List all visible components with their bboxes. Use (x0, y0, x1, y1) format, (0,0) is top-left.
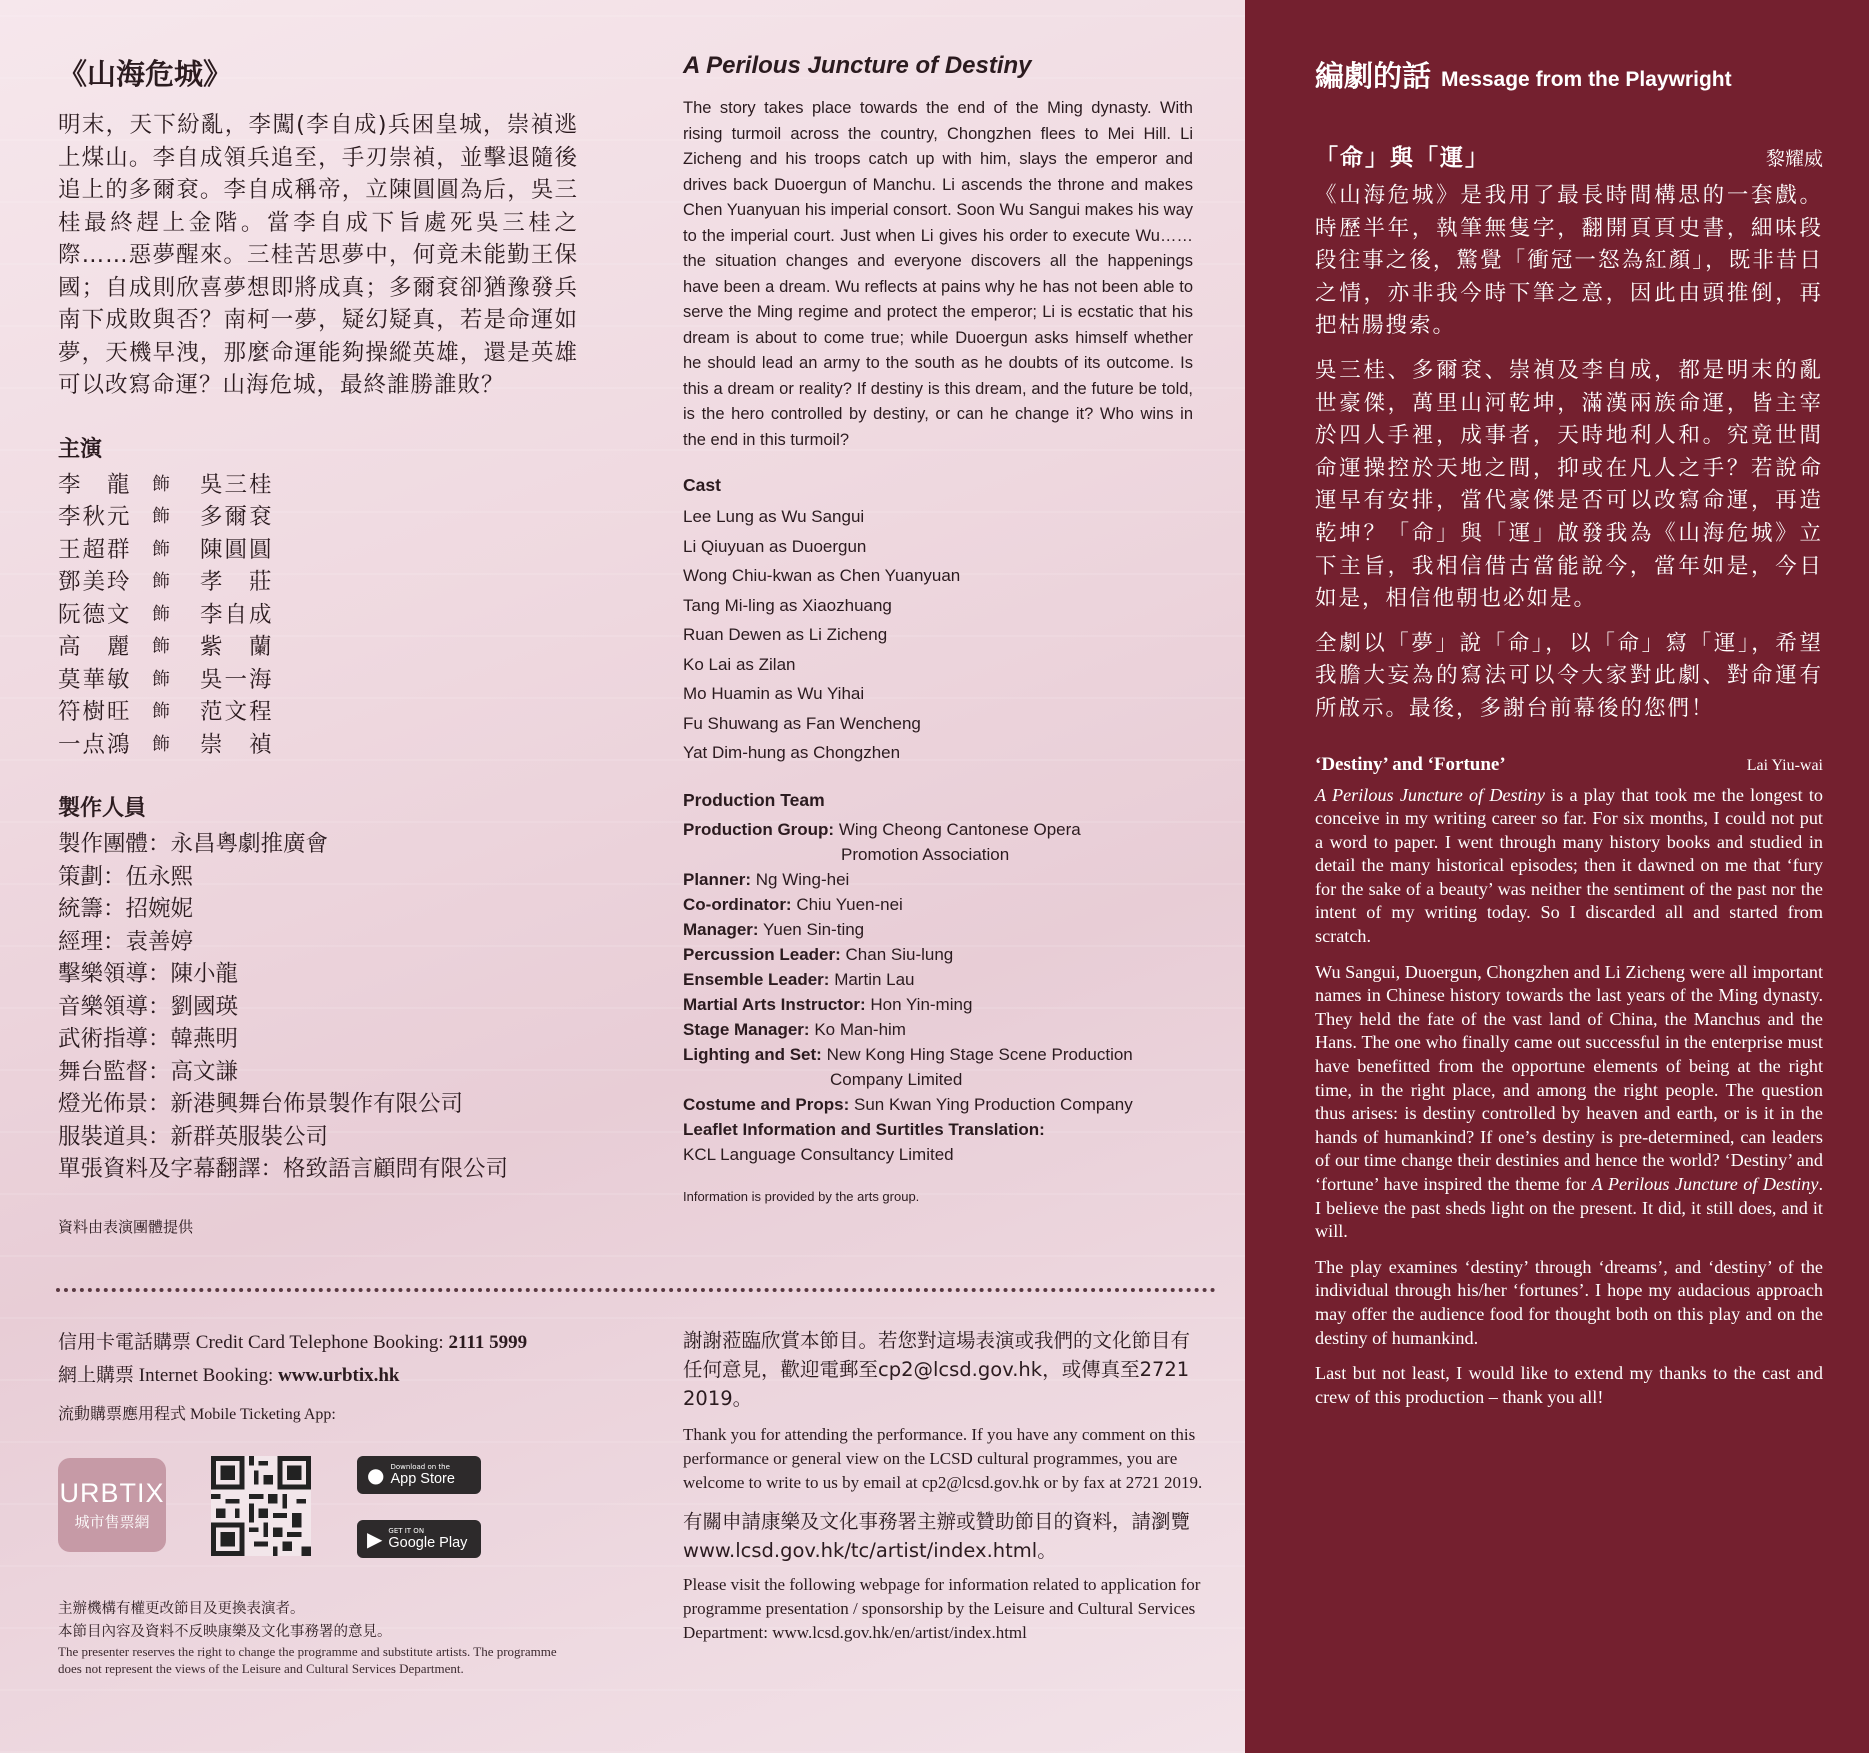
cn-team-row: 音樂領導：劉國瑛 (58, 993, 239, 1020)
cn-team-row: 舞台監督：高文謙 (58, 1058, 239, 1085)
cn-cast-row (58, 501, 578, 534)
role-name: 陳圓圓 (200, 536, 274, 563)
actor-name: 高 麗 (58, 634, 132, 660)
en-cast-row (683, 620, 1193, 650)
message-sub-en: ‘Destiny’ and ‘Fortune’ Lai Yiu-wai (1315, 753, 1823, 775)
actor-name: 阮德文 (58, 601, 132, 628)
cn-cast-heading: 主演 (58, 436, 103, 462)
cn-team-row: 武術指導：韓燕明 (58, 1026, 239, 1052)
author-cn: 黎耀威 (1765, 148, 1823, 170)
cn-info-note: 資料由表演團體提供 (58, 1217, 194, 1236)
cn-team-heading: 製作人員 (58, 796, 147, 821)
actor-name: 李 龍 (58, 471, 132, 498)
role-name: 崇 禎 (200, 731, 274, 758)
mobile-app-label: 流動購票應用程式 Mobile Ticketing App: (58, 1406, 336, 1423)
as-word: as (779, 595, 798, 615)
team-costume: Costume and Props: Sun Kwan Ying Production Company (683, 1094, 1133, 1114)
role-name: 紫 蘭 (200, 634, 274, 660)
app-store-badge[interactable]: ● Download on the App Store (357, 1456, 481, 1494)
message-en-para: A Perilous Juncture of Destiny is a play that took me the longest to conceive in my writing career so far. For six months, I could not put a word to paper. I went through many history books and studied in detail the many historical episodes; then it dawned on me that ‘fury for the sake of a beauty’ was neither the sentiment of the past nor the intent of my writing today. So I discarded all and started from scratch. (1315, 784, 1824, 947)
as-word: 飾 (152, 733, 170, 755)
role-name: Zilan (758, 654, 796, 674)
as-word: 飾 (152, 571, 170, 592)
qr-code[interactable] (210, 1456, 312, 1556)
cn-cast-row (58, 631, 578, 664)
team-percussion: Percussion Leader: Chan Siu-lung (683, 944, 954, 964)
role-name: Xiaozhuang (802, 595, 892, 615)
en-team-heading: Production Team (683, 789, 825, 810)
team-production-group: Production Group: Wing Cheong Cantonese Opera (683, 819, 1081, 839)
cn-cast-row (58, 696, 578, 729)
en-info-note: Information is provided by the arts group. (683, 1188, 920, 1204)
actor-name: 一点鴻 (58, 731, 132, 758)
cn-cast-row (58, 469, 578, 502)
role-name: 多爾袞 (200, 504, 274, 530)
message-cn-para: 《山海危城》是我用了最長時間構思的一套戲。時歷半年，執筆無隻字，翻開頁頁史書，細味段段往事之後，驚覺「衝冠一怒為紅顏」，既非昔日之情，亦非我今時下筆之意，因此由頭推倒，再把枯腸搜索。 (1315, 183, 1823, 339)
google-play-badge[interactable]: ▶ GET IT ON Google Play (357, 1520, 481, 1558)
en-team-list (683, 817, 1193, 1167)
message-sub-cn: 「命」與「運」 黎耀威 (1315, 144, 1823, 171)
as-word: 飾 (152, 603, 170, 625)
team-martial-arts: Martial Arts Instructor: Hon Yin-ming (683, 994, 973, 1014)
role-name: Fan Wencheng (805, 713, 921, 733)
internet-booking: 網上購票 Internet Booking: www.urbtix.hk (58, 1365, 400, 1386)
en-cast-row (683, 738, 1193, 768)
urbtix-logo: URBTIX 城市售票網 (58, 1458, 166, 1552)
en-cast-row (683, 591, 1193, 621)
english-column (683, 52, 1193, 1204)
message-en-para: Last but not least, I would like to extend my thanks to the cast and crew of this production – thank you all! (1315, 1363, 1823, 1407)
cn-team-row: 策劃：伍永熙 (58, 863, 194, 890)
cn-team-list (58, 828, 578, 1186)
role-name: Chen Yuanyuan (839, 566, 961, 585)
actor-name: Li Qiuyuan (683, 536, 765, 556)
role-name: Duoergun (791, 536, 867, 556)
cn-cast-row (58, 566, 578, 599)
as-word: as (783, 713, 802, 733)
artist-info-cn: 有關申請康樂及文化事務署主辦或贊助節目的資料，請瀏覽 www.lcsd.gov.hk/tc/artist/index.html。 (683, 1510, 1191, 1562)
message-en-para: Wu Sangui, Duoergun, Chongzhen and Li Zicheng were all important names in Chinese history towards the last years of the Ming dynasty. They held the fate of the vast land of China, the Manchus and the Hans. The one who finally came out successful in the enterprise must have benefitted from the opportune elements of being at the right time, in the right place, and among the right people. The question thus arises: is destiny controlled by heaven and earth, or is it in the hands of humankind? If one’s destiny is pre-determined, can leaders of our time change their destinies and hence the world? ‘Destiny’ and ‘fortune’ have inspired the theme for A Perilous Juncture of Destiny. I believe the past sheds light on the present. It did, it still does, and it will. (1315, 961, 1823, 1242)
actor-name: Lee Lung (683, 507, 754, 526)
en-cast-list (683, 502, 1193, 768)
actor-name: Fu Shuwang (683, 713, 779, 733)
message-cn-para: 全劇以「夢」說「命」，以「命」寫「運」，希望我膽大妄為的寫法可以令大家對此劇、對命運有所啟示。最後，多謝台前幕後的您們！ (1315, 630, 1823, 721)
role-name: 吳三桂 (200, 471, 274, 498)
chinese-column (58, 52, 578, 1237)
en-cast-row (683, 709, 1193, 739)
actor-name: 符樹旺 (58, 699, 132, 725)
actor-name: 鄧美玲 (58, 569, 132, 595)
booking-url[interactable]: www.urbtix.hk (278, 1365, 400, 1386)
thanks-cn: 謝謝蒞臨欣賞本節目。若您對這場表演或我們的文化節目有任何意見，歡迎電郵至cp2@lcsd.gov.hk，或傳真至2721 2019。 (683, 1329, 1191, 1410)
cn-team-row: 燈光佈景：新港興舞台佈景製作有限公司 (58, 1091, 464, 1117)
cn-synopsis: 明末，天下紛亂，李闖(李自成)兵困皇城，崇禎逃上煤山。李自成領兵追至，手刃崇禎，並擊退隨後追上的多爾袞。李自成稱帝，立陳圓圓為后，吳三桂最終趕上金階。當李自成下旨處死吳三桂之際……惡夢醒來。三桂苦思夢中，何竟未能勤王保國；自成則欣喜夢想即將成真；多爾袞卻猶豫發兵南下成敗與否？南柯一夢，疑幻疑真，若是命運如夢，天機早洩，那麼命運能夠操縱英雄，還是英雄可以改寫命運？山海危城，最終誰勝誰敗？ (58, 112, 578, 398)
credit-card-booking: 信用卡電話購票 Credit Card Telephone Booking: 2111 5999 (58, 1332, 528, 1353)
team-production-group-cont: Promotion Association (841, 844, 1010, 864)
en-cast-heading: Cast (683, 475, 721, 495)
actor-name: Ko Lai (683, 654, 732, 674)
actor-name: Ruan Dewen (683, 625, 782, 644)
booking-phone: 2111 5999 (448, 1332, 528, 1353)
message-en-para: The play examines ‘destiny’ through ‘dreams’, and ‘destiny’ of the individual through his/her ‘fortunes’. I hope my audacious approach may offer the audience food for thought both on this play and on the destiny of humankind. (1315, 1256, 1823, 1348)
as-word: 飾 (152, 636, 170, 657)
as-word: 飾 (152, 506, 170, 527)
as-word: as (786, 625, 804, 644)
cn-team-row: 單張資料及字幕翻譯：格致語言顧問有限公司 (58, 1156, 509, 1182)
en-synopsis: The story takes place towards the end of the Ming dynasty. With rising turmoil across the country, Chongzhen flees to Mei Hill. Li Zicheng and his troops catch up with him, slays the emperor and drives back Duoergun of Manchu. Li ascends the throne and makes Chen Yuanyuan his imperial consort. Soon Wu Sangui makes his way to the imperial court. Just when Li gives his order to execute Wu…… the situation changes and everyone discovers all the happenings have been a dream. Wu reflects at pains why he has not been able to serve the Ming regime and protect the emperor; Li is ecstatic that his dream is about to come true; while Duoergun asks himself whether he should lead an army to the south as he doubts of its outcome. Is this a dream or reality? If destiny is this dream, and the future be told, is the hero controlled by destiny, or can he change it? Who wins in the end in this turmoil? (683, 99, 1193, 449)
role-name: Wu Yihai (797, 684, 865, 703)
role-name: Li Zicheng (808, 625, 888, 644)
thanks-section (683, 1326, 1203, 1645)
playwright-message (1315, 54, 1823, 1421)
actor-name: 王超群 (58, 536, 132, 563)
cn-team-row: 統籌：招婉妮 (58, 896, 194, 922)
as-word: 飾 (152, 473, 170, 495)
as-word: as (790, 743, 809, 762)
actor-name: Wong Chiu-kwan (683, 566, 813, 585)
en-cast-row (683, 650, 1193, 680)
actor-name: 李秋元 (58, 504, 132, 530)
cn-cast-row (58, 729, 578, 762)
team-lighting: Lighting and Set: New Kong Hing Stage Scene Production (683, 1044, 1133, 1064)
team-planner: Planner: Ng Wing-hei (683, 869, 850, 889)
en-cast-row (683, 561, 1193, 591)
role-name: 孝 莊 (200, 569, 274, 595)
cn-cast-list (58, 469, 578, 762)
as-word: as (816, 566, 835, 585)
cn-cast-row (58, 599, 578, 632)
role-name: 吳一海 (200, 666, 274, 693)
as-word: 飾 (152, 668, 170, 690)
role-name: 范文程 (200, 699, 274, 725)
en-cast-row (683, 532, 1193, 562)
booking-section (58, 1326, 598, 1431)
cn-title: 《山海危城》 (58, 57, 233, 91)
en-cast-row (683, 679, 1193, 709)
cn-cast-row (58, 534, 578, 567)
actor-name: Tang Mi-ling (683, 595, 775, 615)
cn-team-row: 經理：袁善婷 (58, 928, 194, 955)
as-word: as (735, 654, 754, 674)
cn-team-row: 製作團體：永昌粵劇推廣會 (58, 831, 329, 857)
as-word: as (769, 536, 787, 556)
team-stage-manager: Stage Manager: Ko Man-him (683, 1019, 906, 1039)
role-name: Chongzhen (813, 743, 901, 762)
artist-info-en: Please visit the following webpage for information related to application for programme presentation / sponsorship by the Leisure and Cultural Services Department: www.lcsd.gov.hk/en/artist/index.html (683, 1575, 1201, 1642)
message-cn-para: 吳三桂、多爾袞、崇禎及李自成，都是明末的亂世豪傑，萬里山河乾坤，滿漢兩族命運，皆主宰於四人手裡，成事者，天時地利人和。究竟世間命運操控於天地之間，抑或在凡人之手？若說命運早有安排，當代豪傑是否可以改寫命運，再造乾坤？「命」與「運」啟發我為《山海危城》立下主旨，我相信借古當能說今，當年如是，今日如是，相信他朝也必如是。 (1315, 357, 1823, 612)
cn-team-row: 服裝道具：新群英服裝公司 (58, 1123, 329, 1150)
team-ensemble: Ensemble Leader: Martin Lau (683, 969, 915, 989)
en-title: A Perilous Juncture of Destiny (683, 52, 1032, 79)
thanks-en: Thank you for attending the performance. If you have any comment on this performance or general view on the LCSD cultural programmes, you are welcome to write to us by email at cp2@lcsd.gov.hk or by fax at 2721 2019. (683, 1425, 1203, 1492)
as-word: 飾 (152, 538, 170, 560)
play-icon: ▶ (367, 1527, 383, 1551)
team-manager: Manager: Yuen Sin-ting (683, 919, 865, 939)
as-word: as (758, 507, 777, 526)
as-word: 飾 (152, 701, 170, 722)
actor-name: Yat Dim-hung (683, 743, 786, 762)
team-coordinator: Co-ordinator: Chiu Yuen-nei (683, 894, 903, 914)
cn-cast-row (58, 664, 578, 697)
team-leaflet: Leaflet Information and Surtitles Translation: (683, 1119, 1045, 1139)
en-cast-row (683, 502, 1193, 532)
role-name: Wu Sangui (781, 507, 865, 526)
dotted-divider (56, 1288, 1216, 1292)
actor-name: Mo Huamin (683, 684, 770, 703)
actor-name: 莫華敏 (58, 666, 132, 693)
message-heading: 編劇的話 Message from the Playwright (1315, 59, 1732, 93)
author-en: Lai Yiu-wai (1746, 756, 1823, 774)
disclaimer: 主辦機構有權更改節目及更換表演者。 本節目內容及資料不反映康樂及文化事務署的意見。 The presenter reserves the right to change the programme and substitute artists. The programme does not represent the views of the Leisure and Cultural Services Department. (58, 1601, 557, 1676)
cn-team-row: 擊樂領導：陳小龍 (58, 961, 239, 987)
team-leaflet-value: KCL Language Consultancy Limited (683, 1144, 954, 1164)
role-name: 李自成 (200, 601, 274, 628)
apple-icon: ● (367, 1463, 385, 1487)
as-word: as (774, 684, 793, 703)
playwright-panel (1245, 0, 1869, 1753)
team-lighting-cont: Company Limited (830, 1069, 963, 1089)
